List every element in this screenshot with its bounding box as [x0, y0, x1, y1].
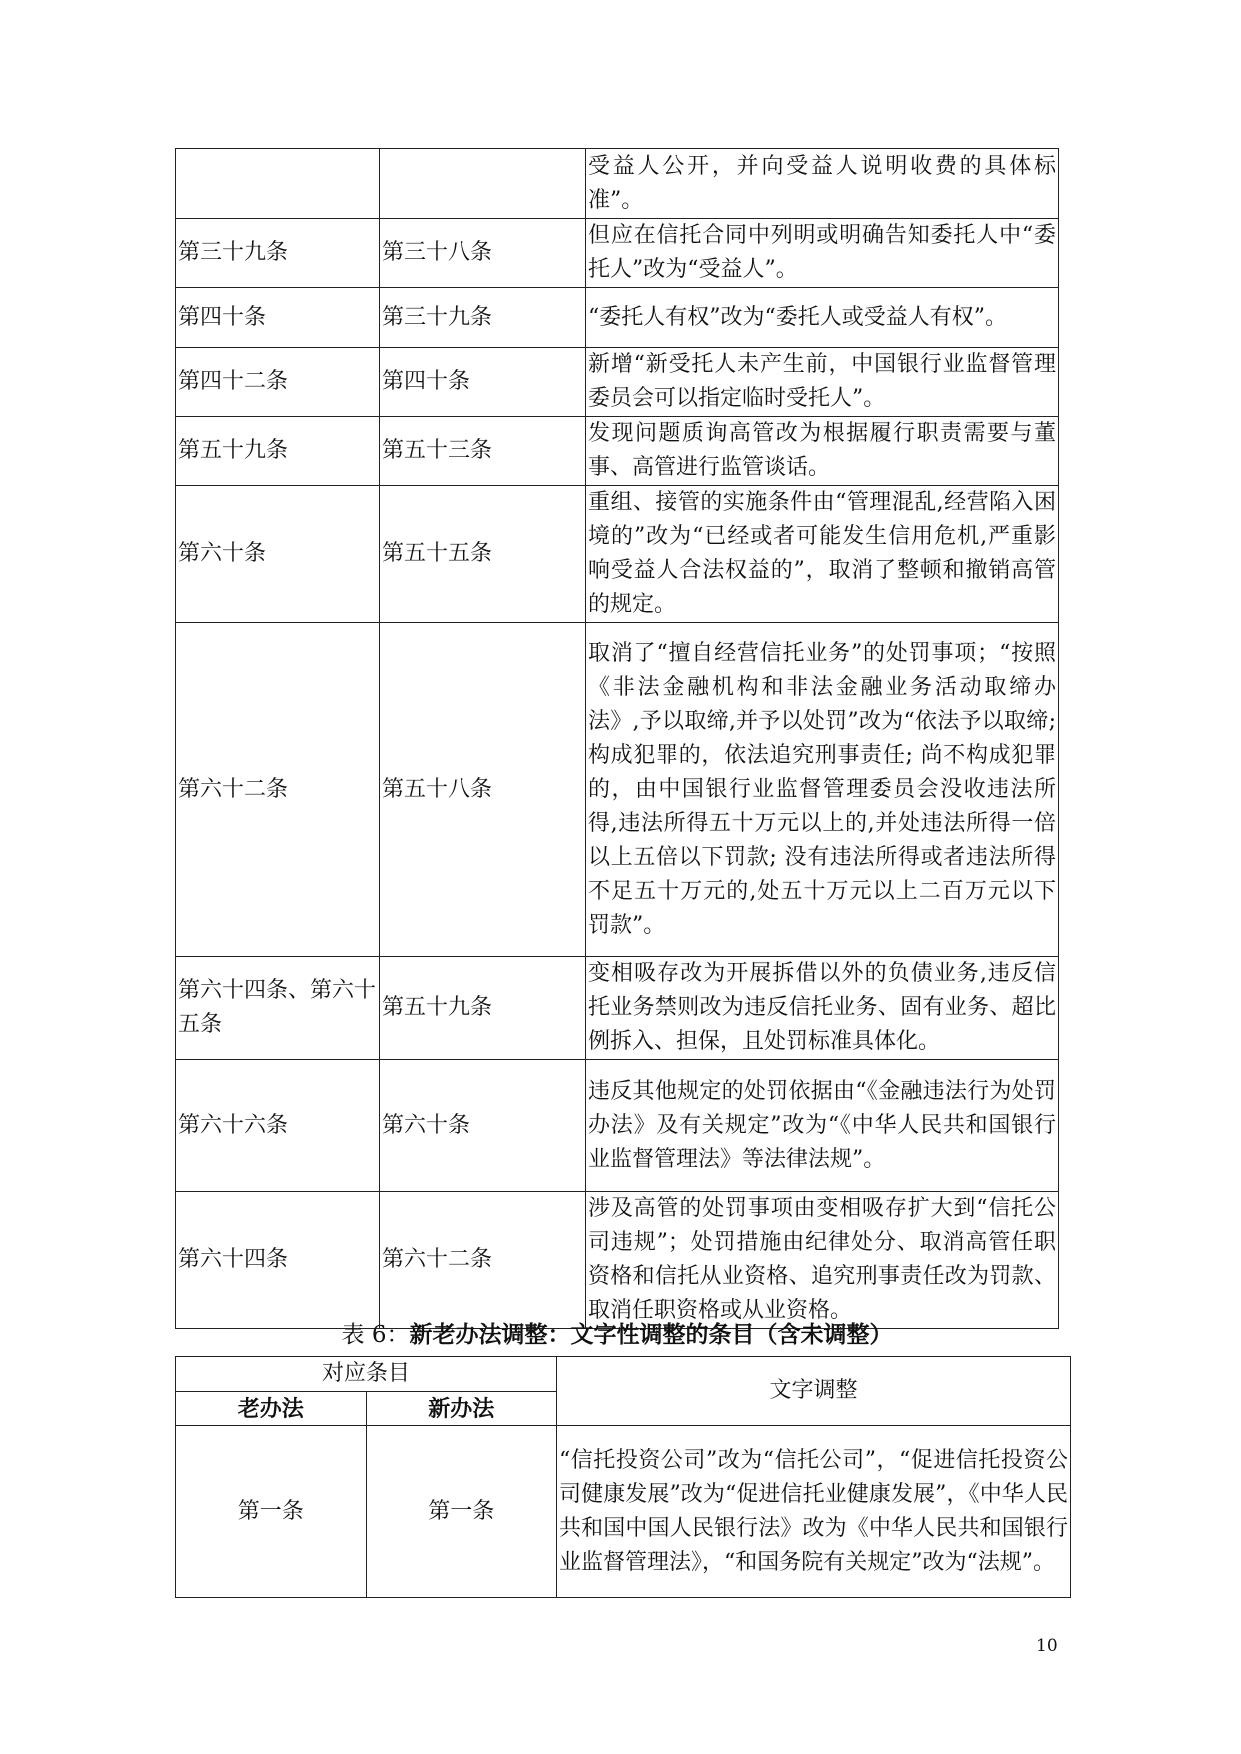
- new-article-cell: 第五十九条: [380, 957, 586, 1060]
- table-header-row: [176, 1357, 1071, 1392]
- page-number: 10: [1036, 1636, 1058, 1656]
- new-article-cell: 第四十条: [380, 348, 586, 417]
- table-row: [176, 1192, 1059, 1329]
- old-article-cell: 第五十九条: [176, 417, 380, 486]
- change-note-cell: 重组、接管的实施条件由“管理混乱,经营陷入困境的”改为“已经或者可能发生信用危机,严重影响受益人合法权益的”，取消了整顿和撤销高管的规定。: [586, 486, 1059, 623]
- textual-adjustment-table: [175, 1356, 1071, 1598]
- table-caption: [175, 1318, 1059, 1352]
- header-text-adjustment: 文字调整: [557, 1357, 1071, 1426]
- old-article-cell: 第四十二条: [176, 348, 380, 417]
- new-article-cell: 第六十二条: [380, 1192, 586, 1329]
- table-row: [176, 1060, 1059, 1192]
- header-new-measures: 新办法: [366, 1392, 557, 1426]
- table-row: [176, 957, 1059, 1060]
- old-article-cell: 第六十六条: [176, 1060, 380, 1192]
- old-article-cell: 第三十九条: [176, 219, 380, 288]
- change-note-cell: “信托投资公司”改为“信托公司”，“促进信托投资公司健康发展”改为“促进信托业健康发展”，《中华人民共和国中国人民银行法》改为《中华人民共和国银行业监督管理法》，“和国务院有关规定”改为“法规”。: [557, 1426, 1071, 1598]
- change-note-cell: 发现问题质询高管改为根据履行职责需要与董事、高管进行监管谈话。: [586, 417, 1059, 486]
- old-article-cell: 第六十二条: [176, 623, 380, 957]
- header-old-measures: 老办法: [176, 1392, 367, 1426]
- new-article-cell: 第三十九条: [380, 288, 586, 348]
- old-article-cell: 第一条: [176, 1426, 367, 1598]
- old-article-cell: 第六十条: [176, 486, 380, 623]
- table-row: [176, 149, 1059, 219]
- change-note-cell: 受益人公开，并向受益人说明收费的具体标准”。: [586, 149, 1059, 219]
- table-row: [176, 417, 1059, 486]
- new-article-cell: 第三十八条: [380, 219, 586, 288]
- table-row: [176, 288, 1059, 348]
- comparison-table-continued: [175, 148, 1059, 1329]
- change-note-cell: 但应在信托合同中列明或明确告知委托人中“委托人”改为“受益人”。: [586, 219, 1059, 288]
- change-note-cell: “委托人有权”改为“委托人或受益人有权”。: [586, 288, 1059, 348]
- new-article-cell: 第五十三条: [380, 417, 586, 486]
- old-article-cell: 第六十四条、第六十五条: [176, 957, 380, 1060]
- change-note-cell: 变相吸存改为开展拆借以外的负债业务,违反信托业务禁则改为违反信托业务、固有业务、超比例拆入、担保，且处罚标准具体化。: [586, 957, 1059, 1060]
- change-note-cell: 取消了“擅自经营信托业务”的处罚事项；“按照《非法金融机构和非法金融业务活动取缔办法》,予以取缔,并予以处罚”改为“依法予以取缔; 构成犯罪的，依法追究刑事责任; 尚不构成犯罪的，由中国银行业监督管理委员会没收违法所得,违法所得五十万元以上的,并处违法所得一倍以上五倍以下罚款; 没有违法所得或者违法所得不足五十万元的,处五十万元以上二百万元以下罚款”。: [586, 623, 1059, 957]
- old-article-cell: 第六十四条: [176, 1192, 380, 1329]
- new-article-cell: 第五十五条: [380, 486, 586, 623]
- new-article-cell: 第一条: [366, 1426, 557, 1598]
- table-row: [176, 219, 1059, 288]
- new-article-cell: 第五十八条: [380, 623, 586, 957]
- change-note-cell: 违反其他规定的处罚依据由“《金融违法行为处罚办法》及有关规定”改为“《中华人民共和国银行业监督管理法》等法律法规”。: [586, 1060, 1059, 1192]
- table-row: [176, 348, 1059, 417]
- table-row: [176, 1426, 1071, 1598]
- table-row: [176, 623, 1059, 957]
- header-corresponding-articles: 对应条目: [176, 1357, 557, 1392]
- new-article-cell: 第六十条: [380, 1060, 586, 1192]
- old-article-cell: [176, 149, 380, 219]
- change-note-cell: 新增“新受托人未产生前，中国银行业监督管理委员会可以指定临时受托人”。: [586, 348, 1059, 417]
- old-article-cell: 第四十条: [176, 288, 380, 348]
- change-note-cell: 涉及高管的处罚事项由变相吸存扩大到“信托公司违规”；处罚措施由纪律处分、取消高管任职资格和信托从业资格、追究刑事责任改为罚款、取消任职资格或从业资格。: [586, 1192, 1059, 1329]
- table-row: [176, 486, 1059, 623]
- new-article-cell: [380, 149, 586, 219]
- table-caption-title: 新老办法调整：文字性调整的条目（含未调整）: [409, 1321, 893, 1348]
- table-caption-prefix: 表 6：: [341, 1322, 410, 1348]
